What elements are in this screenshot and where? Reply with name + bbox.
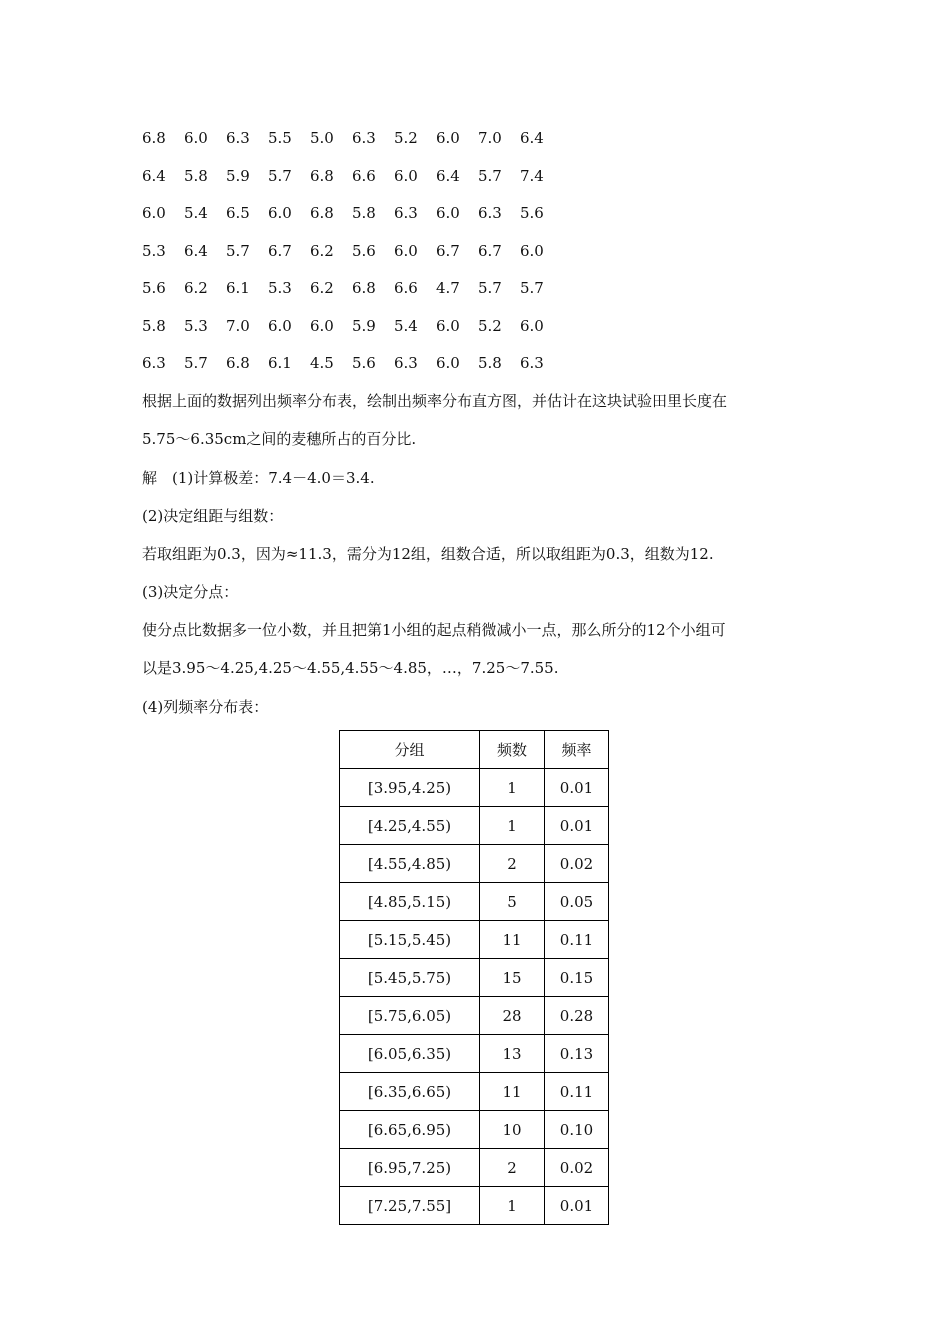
table-row <box>340 1149 609 1187</box>
data-value: 5.8 <box>352 204 376 222</box>
data-row <box>142 202 562 224</box>
table-row <box>340 845 609 883</box>
data-value: 5.3 <box>268 279 292 297</box>
header-count: 频数 <box>480 731 545 769</box>
data-value: 6.4 <box>184 241 208 260</box>
data-value: 5.3 <box>184 316 208 335</box>
data-value: 5.7 <box>478 279 502 297</box>
data-value: 6.8 <box>310 166 334 185</box>
data-value: 5.8 <box>478 354 502 372</box>
cell-frequency: 0.01 <box>545 769 609 807</box>
data-value: 6.2 <box>184 279 208 297</box>
data-value: 6.4 <box>436 166 460 185</box>
data-value: 5.5 <box>268 129 292 147</box>
data-value: 6.0 <box>268 204 292 222</box>
data-value: 5.7 <box>268 166 292 185</box>
cell-group: [6.95,7.25) <box>340 1149 480 1187</box>
header-group: 分组 <box>340 731 480 769</box>
cell-count: 28 <box>480 997 545 1035</box>
data-value: 5.4 <box>394 316 418 335</box>
cell-count: 15 <box>480 959 545 997</box>
cell-frequency: 0.13 <box>545 1035 609 1073</box>
data-value: 6.0 <box>520 316 544 335</box>
table-row <box>340 1187 609 1225</box>
frequency-distribution-table <box>339 730 609 1225</box>
cell-count: 1 <box>480 807 545 845</box>
cell-count: 11 <box>480 1073 545 1111</box>
data-value: 5.6 <box>520 204 544 222</box>
data-value: 5.7 <box>184 354 208 372</box>
data-value: 6.8 <box>226 354 250 372</box>
data-value: 7.4 <box>520 166 544 185</box>
cell-frequency: 0.15 <box>545 959 609 997</box>
data-value: 6.7 <box>478 241 502 260</box>
cell-count: 1 <box>480 1187 545 1225</box>
cell-group: [7.25,7.55] <box>340 1187 480 1225</box>
data-value: 6.5 <box>226 204 250 222</box>
data-value: 7.0 <box>226 316 250 335</box>
table-row <box>340 1073 609 1111</box>
table-row <box>340 959 609 997</box>
data-value: 6.1 <box>226 279 250 297</box>
data-value: 6.0 <box>436 129 460 147</box>
data-value: 6.0 <box>394 166 418 185</box>
table-row <box>340 769 609 807</box>
header-frequency: 频率 <box>545 731 609 769</box>
data-value: 7.0 <box>478 129 502 147</box>
data-value: 6.3 <box>394 354 418 372</box>
cell-frequency: 0.11 <box>545 921 609 959</box>
data-value: 6.7 <box>436 241 460 260</box>
cell-group: [5.75,6.05) <box>340 997 480 1035</box>
cell-count: 11 <box>480 921 545 959</box>
data-value: 4.7 <box>436 279 460 297</box>
cell-group: [6.65,6.95) <box>340 1111 480 1149</box>
data-value: 5.2 <box>478 316 502 335</box>
data-value: 6.1 <box>268 354 292 372</box>
data-row <box>142 240 562 262</box>
cell-frequency: 0.01 <box>545 1187 609 1225</box>
solution-step-3-body-1: 使分点比数据多一位小数，并且把第1小组的起点稍微减小一点，那么所分的12个小组可 <box>142 621 726 639</box>
data-value: 6.3 <box>226 129 250 147</box>
data-value: 6.0 <box>436 316 460 335</box>
data-value: 6.2 <box>310 279 334 297</box>
data-value: 6.0 <box>142 204 166 222</box>
data-value: 6.3 <box>394 204 418 222</box>
data-value: 4.5 <box>310 354 334 372</box>
data-value: 6.0 <box>394 241 418 260</box>
table-row <box>340 883 609 921</box>
data-value: 6.8 <box>142 129 166 147</box>
solution-step-1: 解 (1)计算极差：7.4－4.0＝3.4. <box>142 469 375 487</box>
data-value: 6.3 <box>142 354 166 372</box>
data-value: 6.0 <box>436 354 460 372</box>
data-row <box>142 277 562 299</box>
table-row <box>340 921 609 959</box>
data-value: 6.8 <box>352 279 376 297</box>
solution-step-3-title: (3)决定分点： <box>142 583 239 601</box>
cell-frequency: 0.01 <box>545 807 609 845</box>
data-value: 6.6 <box>394 279 418 297</box>
data-value: 5.9 <box>352 316 376 335</box>
data-value: 6.3 <box>478 204 502 222</box>
solution-step-2-body: 若取组距为0.3，因为≈11.3，需分为12组，组数合适，所以取组距为0.3，组数为12. <box>142 545 714 563</box>
data-value: 5.7 <box>226 241 250 260</box>
cell-group: [4.25,4.55) <box>340 807 480 845</box>
data-value: 6.3 <box>520 354 544 372</box>
data-value: 6.3 <box>352 129 376 147</box>
data-value: 6.7 <box>268 241 292 260</box>
data-value: 5.6 <box>352 241 376 260</box>
data-value: 5.7 <box>520 279 544 297</box>
table-row <box>340 997 609 1035</box>
cell-group: [4.55,4.85) <box>340 845 480 883</box>
cell-frequency: 0.11 <box>545 1073 609 1111</box>
cell-count: 5 <box>480 883 545 921</box>
data-value: 5.6 <box>142 279 166 297</box>
data-value: 6.0 <box>520 241 544 260</box>
problem-text-line-1: 根据上面的数据列出频率分布表，绘制出频率分布直方图，并估计在这块试验田里长度在 <box>142 392 728 410</box>
table-row <box>340 807 609 845</box>
cell-frequency: 0.02 <box>545 845 609 883</box>
data-value: 6.0 <box>310 316 334 335</box>
data-value: 5.0 <box>310 129 334 147</box>
table-row <box>340 1035 609 1073</box>
data-row <box>142 315 562 337</box>
data-value: 5.2 <box>394 129 418 147</box>
cell-group: [3.95,4.25) <box>340 769 480 807</box>
solution-step-2-title: (2)决定组距与组数： <box>142 507 284 525</box>
cell-count: 10 <box>480 1111 545 1149</box>
data-value: 5.8 <box>142 316 166 335</box>
data-value: 6.6 <box>352 166 376 185</box>
cell-frequency: 0.02 <box>545 1149 609 1187</box>
problem-text-line-2: 5.75～6.35cm之间的麦穗所占的百分比. <box>142 430 417 448</box>
data-value: 6.0 <box>184 129 208 147</box>
solution-step-4-title: (4)列频率分布表： <box>142 698 269 716</box>
data-value: 5.7 <box>478 166 502 185</box>
cell-count: 1 <box>480 769 545 807</box>
cell-group: [5.15,5.45) <box>340 921 480 959</box>
cell-group: [6.05,6.35) <box>340 1035 480 1073</box>
cell-frequency: 0.28 <box>545 997 609 1035</box>
data-row <box>142 352 562 374</box>
cell-group: [6.35,6.65) <box>340 1073 480 1111</box>
data-value: 6.0 <box>268 316 292 335</box>
data-row <box>142 165 562 187</box>
table-row <box>340 1111 609 1149</box>
data-value: 6.4 <box>142 166 166 185</box>
data-value: 6.2 <box>310 241 334 260</box>
data-value: 5.3 <box>142 241 166 260</box>
data-value: 5.4 <box>184 204 208 222</box>
cell-group: [4.85,5.15) <box>340 883 480 921</box>
cell-count: 2 <box>480 845 545 883</box>
solution-step-3-body-2: 以是3.95～4.25,4.25～4.55,4.55～4.85，…，7.25～7.55. <box>142 659 559 677</box>
table-header-row <box>340 731 609 769</box>
data-value: 5.8 <box>184 166 208 185</box>
cell-count: 13 <box>480 1035 545 1073</box>
cell-group: [5.45,5.75) <box>340 959 480 997</box>
data-row <box>142 127 562 149</box>
cell-count: 2 <box>480 1149 545 1187</box>
cell-frequency: 0.05 <box>545 883 609 921</box>
cell-frequency: 0.10 <box>545 1111 609 1149</box>
data-value: 5.6 <box>352 354 376 372</box>
data-value: 6.4 <box>520 129 544 147</box>
data-value: 6.0 <box>436 204 460 222</box>
data-value: 6.8 <box>310 204 334 222</box>
data-value: 5.9 <box>226 166 250 185</box>
